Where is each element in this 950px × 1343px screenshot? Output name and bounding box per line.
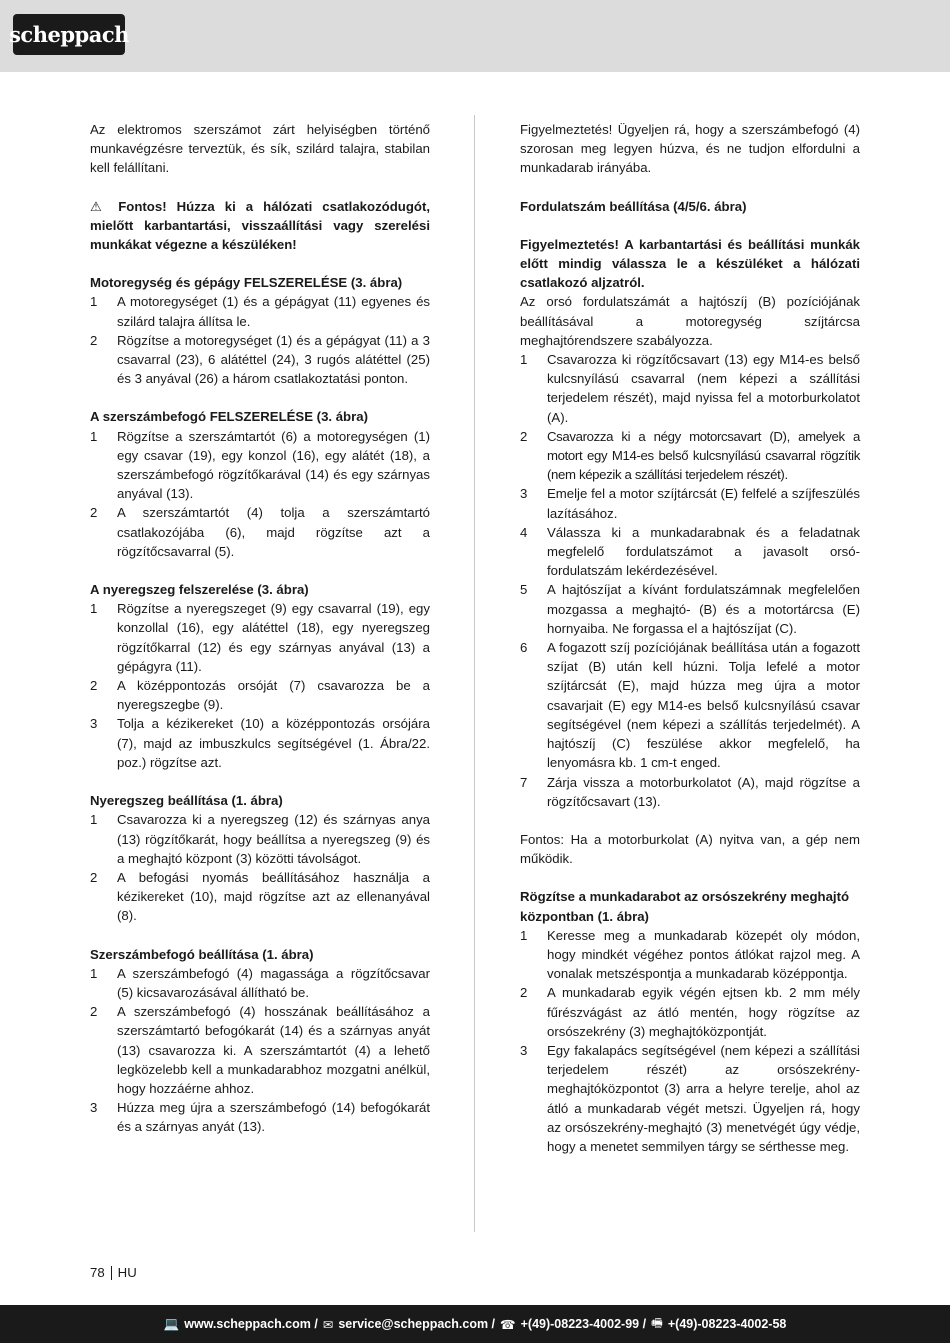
item-text: Keresse meg a munkadarab közepét oly módon, hogy mindkét végéhez pontos átlókat rajzol meg. A vonalak metszéspontja a munkadarab középpontja. bbox=[547, 927, 860, 982]
item-number: 1 bbox=[520, 352, 528, 368]
section-tool-rest-mounting bbox=[90, 407, 430, 561]
section-tailstock-mounting bbox=[90, 580, 430, 772]
item-number: 7 bbox=[520, 774, 528, 790]
list-item bbox=[520, 638, 860, 772]
list-item bbox=[520, 350, 860, 427]
fix-steps bbox=[520, 926, 860, 1156]
item-text: Csavarozza ki rögzítőcsavart (13) egy M14-es belső kulcsnyílású csavarral (nem képezi a szállítási terjedelem részét), majd nyissa fel a motorburkolatot (A). bbox=[547, 352, 860, 425]
item-number: 1 bbox=[90, 965, 98, 981]
list-item bbox=[520, 773, 860, 811]
item-number: 2 bbox=[90, 505, 98, 521]
list-item bbox=[90, 503, 430, 561]
safety-warning bbox=[90, 197, 430, 255]
item-number: 2 bbox=[520, 985, 528, 1001]
section-tailstock-adjustment bbox=[90, 791, 430, 925]
tool-rest-warning: Figyelmeztetés! Ügyeljen rá, hogy a szerszámbefogó (4) szorosan meg legyen húzva, és ne tudjon elfordulni a munkadarab irányába. bbox=[520, 122, 860, 176]
item-number: 3 bbox=[520, 486, 528, 502]
list-item bbox=[90, 964, 430, 1002]
list-item bbox=[90, 1002, 430, 1098]
phone-number: +(49)-08223-4002-99 / bbox=[520, 1317, 647, 1331]
list-item bbox=[90, 292, 430, 330]
website-link[interactable]: www.scheppach.com / bbox=[184, 1317, 318, 1331]
left-column bbox=[90, 120, 430, 1137]
intro-paragraph: Az elektromos szerszámot zárt helyiségben történő munkavégzésre terveztük, és sík, szilárd talajra, stabilan kell felállítani. bbox=[90, 122, 430, 176]
section-tool-rest-adjustment bbox=[90, 945, 430, 1137]
section-title: A szerszámbefogó FELSZERELÉSE (3. ábra) bbox=[90, 409, 368, 425]
list-item bbox=[520, 926, 860, 984]
item-text: A befogási nyomás beállításához használja a kézikereket (10), majd rögzítse azt az ellenanyával (8). bbox=[117, 869, 430, 924]
computer-icon: 💻 bbox=[163, 1316, 180, 1331]
item-number: 2 bbox=[90, 678, 98, 694]
mail-icon: ✉ bbox=[322, 1317, 334, 1332]
list-item bbox=[90, 427, 430, 504]
list-item bbox=[520, 983, 860, 1041]
footer-bar bbox=[0, 1305, 950, 1343]
item-text: A fogazott szíj pozíciójának beállítása után a fogazott szíjat (B) után kell húzni. Tolja lefelé a motor szíjtárcsát (E), majd húzza meg újra a motor csavarjait (E) egy M14-es belső kulcsnyílású csavar segítségével (nem képezi a szállítás terjedelmét). A hajtószíj (C) feszülése akkor megfelelő, ha lenyomásra kb. 1 cm-t enged. bbox=[547, 640, 860, 771]
section-title: Rögzítse a munkadarabot az orsószekrény meghajtó központban (1. ábra) bbox=[520, 889, 850, 924]
item-number: 3 bbox=[90, 716, 98, 732]
safety-warning-text: Fontos! Húzza ki a hálózati csatlakozódugót, mielőtt karbantartási, visszaállítási vagy szerelési munkákat végezne a készüléken! bbox=[90, 198, 430, 253]
item-number: 5 bbox=[520, 582, 528, 598]
item-text: Csavarozza ki a nyeregszeg (12) és szárnyas anya (13) rögzítőkarát, hogy beállítsa a nyeregszeg (9) és a meghajtó központ (3) közötti távolságot. bbox=[117, 812, 430, 866]
section-title: A nyeregszeg felszerelése (3. ábra) bbox=[90, 582, 309, 598]
list-item bbox=[90, 810, 430, 868]
section-motor-mounting bbox=[90, 273, 430, 388]
item-number: 1 bbox=[90, 812, 98, 828]
list-item bbox=[520, 580, 860, 638]
speed-steps bbox=[520, 350, 860, 811]
item-text: A munkadarab egyik végén ejtsen kb. 2 mm mély fűrészvágást az átló mentén, hogy rögzítse az orsószekrény (3) meghajtóközpontját. bbox=[547, 985, 860, 1039]
list-item bbox=[520, 427, 860, 485]
list-item bbox=[90, 331, 430, 389]
column-divider bbox=[474, 115, 475, 1232]
section-title: Nyeregszeg beállítása (1. ábra) bbox=[90, 793, 283, 809]
item-text: Zárja vissza a motorburkolatot (A), majd rögzítse a rögzítőcsavart (13). bbox=[547, 774, 860, 809]
item-number: 1 bbox=[90, 428, 98, 444]
header-bar bbox=[0, 0, 950, 72]
list-item bbox=[90, 1098, 430, 1136]
list-item bbox=[90, 714, 430, 772]
section-title: Fordulatszám beállítása (4/5/6. ábra) bbox=[520, 198, 747, 214]
section-title: Motoregység és gépágy FELSZERELÉSE (3. ábra) bbox=[90, 275, 403, 291]
item-text: Csavarozza ki a négy motorcsavart (D), amelyek a motort egy M14-es belső kulcsnyílású csavarral rögzítik (nem képezik a szállítási terjedelem részét). bbox=[547, 428, 860, 483]
item-text: A szerszámtartót (4) tolja a szerszámtartó csatlakozójába (6), majd rögzítse azt a rögzítőcsavarral (5). bbox=[117, 505, 430, 559]
item-number: 1 bbox=[90, 601, 98, 617]
list-item bbox=[520, 523, 860, 581]
item-number: 1 bbox=[90, 294, 98, 310]
item-number: 2 bbox=[520, 428, 528, 444]
speed-warning: Figyelmeztetés! A karbantartási és beállítási munkák előtt mindig válassza le a készüléket a hálózati csatlakozó aljzatról. bbox=[520, 236, 860, 291]
phone-icon: ☎ bbox=[500, 1317, 516, 1332]
item-text: A motoregységet (1) és a gépágyat (11) egyenes és szilárd talajra állítsa le. bbox=[117, 294, 430, 329]
page-number-value: 78 bbox=[90, 1265, 105, 1280]
email-link[interactable]: service@scheppach.com / bbox=[338, 1317, 496, 1331]
item-number: 1 bbox=[520, 927, 528, 943]
item-text: Egy fakalapács segítségével (nem képezi a szállítási terjedelem részét) az orsószekrény-meghajtóközpontot (3) arra a helyre terelje, ahol az átló a munkadarab végét metszi. Ügyeljen rá, hogy az orsószekrény-meghajtó (3) menetvégét úgy védje, hogy a menetet semmilyen tárgy se sérthesse meg. bbox=[547, 1042, 860, 1154]
warning-icon: ⚠ bbox=[90, 198, 109, 214]
list-item bbox=[90, 676, 430, 714]
item-text: Válassza ki a munkadarabnak és a feladatnak megfelelő fordulatszámot a javasolt orsó-fordulatszám lekérdezésével. bbox=[547, 524, 860, 579]
item-number: 3 bbox=[90, 1100, 98, 1116]
speed-intro: Az orsó fordulatszámát a hajtószíj (B) pozíciójának beállításával a motoregység szíjtárcsa meghajtórendszere szabályozza. bbox=[520, 294, 860, 348]
item-number: 6 bbox=[520, 640, 528, 656]
list-item bbox=[520, 484, 860, 522]
item-text: A középpontozás orsóját (7) csavarozza be a nyeregszegbe (9). bbox=[117, 678, 430, 713]
right-column bbox=[520, 120, 860, 1156]
item-number: 2 bbox=[90, 332, 98, 348]
item-text: A szerszámbefogó (4) hosszának beállításához a szerszámtartó befogókarát (14) és a szárnyas anyát (13) csavarozza ki. A szerszámtartót (4) a lehető legközelebb kell a munkadarabhoz mozgatni anélkül, hogy hozzáérne ahhoz. bbox=[117, 1004, 430, 1096]
page-language: HU bbox=[117, 1265, 137, 1280]
page-number bbox=[90, 1265, 137, 1280]
item-text: Húzza meg újra a szerszámbefogó (14) befogókarát és a szárnyas anyát (13). bbox=[117, 1100, 430, 1135]
list-item bbox=[90, 599, 430, 676]
motor-cover-note: Fontos: Ha a motorburkolat (A) nyitva van, a gép nem működik. bbox=[520, 831, 860, 867]
page-number-separator bbox=[111, 1266, 112, 1280]
item-text: Rögzítse a motoregységet (1) és a gépágyat (11) a 3 csavarral (23), 6 alátéttel (24), 3 rugós alátéttel (25) és 3 anyával (26) a három csatlakoztatási ponton. bbox=[117, 332, 430, 387]
item-text: Rögzítse a szerszámtartót (6) a motoregységen (1) egy csavar (19), egy konzol (16), egy alátét (18), a szerszámbefogó rögzítőkarával (14) és egy szárnyas anyával (13). bbox=[117, 428, 430, 502]
item-text: Rögzítse a nyeregszeget (9) egy csavarral (19), egy konzollal (16), egy alátéttel (18), egy nyeregszeg rögzítőkarral (12) és egy szárnyas anyával (13) a gépágyra (11). bbox=[117, 601, 430, 674]
item-number: 4 bbox=[520, 524, 528, 540]
item-text: A hajtószíjat a kívánt fordulatszámnak megfelelően mozgassa a meghajtó- (B) és a motortárcsa (E) hornyaiba. Ne forgassa el a hajtószíjat (C). bbox=[547, 582, 860, 636]
section-title: Szerszámbefogó beállítása (1. ábra) bbox=[90, 946, 314, 962]
item-number: 2 bbox=[90, 869, 98, 885]
fax-icon: 🖷 bbox=[651, 1315, 663, 1330]
brand-logo: scheppach bbox=[13, 14, 125, 55]
item-number: 3 bbox=[520, 1042, 528, 1058]
list-item bbox=[520, 1041, 860, 1156]
fax-number: +(49)-08223-4002-58 bbox=[667, 1317, 787, 1331]
list-item bbox=[90, 868, 430, 926]
item-text: A szerszámbefogó (4) magassága a rögzítőcsavar (5) kicsavarozásával állítható be. bbox=[117, 965, 430, 1000]
item-text: Emelje fel a motor szíjtárcsát (E) felfelé a szíjfeszülés lazításához. bbox=[547, 486, 860, 521]
item-text: Tolja a kézikereket (10) a középpontozás orsójára (7), majd az imbuszkulcs segítségével (1. Ábra/22. poz.) rögzítse azt. bbox=[117, 716, 430, 770]
item-number: 2 bbox=[90, 1004, 98, 1020]
